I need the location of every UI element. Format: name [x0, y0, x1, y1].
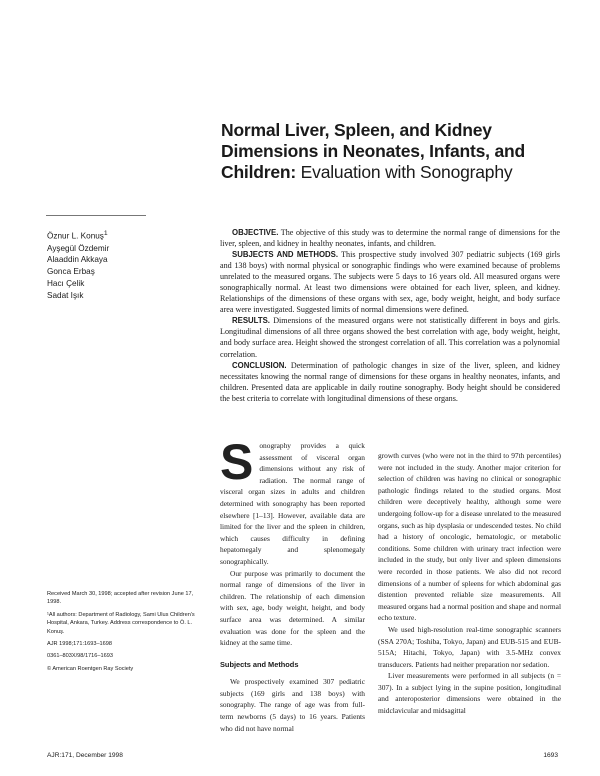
title-subtitle: Evaluation with Sonography	[296, 162, 513, 182]
author: Alaaddin Akkaya	[47, 255, 108, 265]
abstract-objective: OBJECTIVE. The objective of this study was to determine the normal range of dimensions for the liver, spleen, and kidney in healthy neonates, infants, and children.	[220, 228, 560, 249]
body-paragraph: Liver measurements were performed in all subjects (n = 307). In a subject lying in the supine position, longitudinal and anteroposterior dimensions were obtained in the midclavicular and midsagittal	[378, 671, 561, 716]
abstract	[220, 227, 560, 404]
body-paragraph: We used high-resolution real-time sonographic scanners (SSA 270A; Toshiba, Tokyo, Japan) and EUB-515 and EUB-515A; Hitachi, Tokyo, Japan) with 3.5-MHz convex transducers. Patients had neither preparation nor sedation.	[378, 624, 561, 669]
author: Sadat Işık	[47, 290, 84, 300]
author: Ayşegül Özdemir	[47, 243, 110, 253]
received-note: Received March 30, 1998; accepted after revision June 17, 1998.	[47, 591, 194, 606]
abstract-methods: SUBJECTS AND METHODS. This prospective study involved 307 pediatric subjects (169 girls and 138 boys) with normal physical or sonographic findings who were examined because of problems unrelated to the measured organs. The subjects were 5 days to 16 years old. All measured organs were sonographically normal. At least two dimensions were obtained for each liver, spleen, and kidney. Relationships of the dimensions of these organs with sex, age, body weight, height, and body surface area were investigated. Suggested limits of normal dimensions were defined.	[220, 250, 560, 315]
body-paragraph: Our purpose was primarily to document the normal range of dimensions of the liver in children. The relationship of each dimension with sex, age, body weight, height, and body surface area was determined. A similar evaluation was done for the spleen and the kidney at the same time.	[220, 568, 365, 648]
author: Öznur L. Konuş$^1$	[47, 230, 108, 241]
citation-note: AJR 1998;171:1693–1698	[47, 641, 113, 648]
body-paragraph: We prospectively examined 307 pediatric subjects (169 girls and 138 boys) with sonography. The range of age was from full-term newborns (5 days) to 16 years. Patients who did not have normal	[220, 677, 365, 733]
page-number: 1693	[543, 752, 558, 759]
section-heading: Subjects and Methods	[220, 659, 299, 669]
body-column-left	[220, 434, 365, 734]
journal-footer: AJR:171, December 1998	[47, 752, 123, 759]
author: Hacı Çelik	[47, 278, 85, 288]
title-divider	[46, 215, 146, 216]
author-list	[47, 228, 207, 302]
abstract-conclusion: CONCLUSION. Determination of pathologic changes in size of the liver, spleen, and kidney necessitates knowing the normal range of dimensions for these organs in healthy neonates, infants, and children. Presented data are applicable in daily routine sonography. Body height should be considered the best criteria to correlate with longitudinal dimensions of these organs.	[220, 360, 560, 403]
author: Gonca Erbaş	[47, 267, 95, 277]
body-paragraph: Sonography provides a quick assessment of visceral organ dimensions without any risk of radiation. The normal range of visceral organ sizes in adults and children determined with sonography has been reported elsewhere [1–13]. However, available data are limited for the liver and the spleen in children, which causes difficulty in defining hepatomegaly and splenomegaly sonographically.	[220, 434, 365, 566]
body-column-right	[378, 450, 561, 717]
body-paragraph: growth curves (who were not in the third to 97th percentiles) were not included in the study. Another major criterion for selection of children was having no clinical or sonographic pathologic findings related to the studied organs. Most children were deceptively healthy, although some were undergoing follow-up for a disease unrelated to the measured organs, such as hip dysplasia or undescended testes. No child had a history of oncologic, hematologic, or metabolic conditions. Some children with urinary tract infection were included in the study, but only liver and spleen dimensions were recorded in those patients. We also did not record dimensions of a number of spleens for which abdominal gas distention prevented reliable size measurements. All measured organs had a normal position and shape and normal echo texture.	[378, 451, 561, 623]
affiliation-note: ¹All authors: Department of Radiology, Sami Ulus Children's Hospital, Ankara, Turkey. Address correspondence to Ö. L. Konuş.	[47, 611, 195, 635]
article-notes	[47, 590, 207, 677]
code-note: 0361–803X/98/1716–1693	[47, 653, 113, 660]
title-bold: Normal Liver, Spleen, and Kidney Dimensions in Neonates, Infants, and Children:	[221, 120, 525, 182]
drop-cap: S	[220, 434, 254, 490]
abstract-results: RESULTS. Dimensions of the measured organs were not statistically different in boys and girls. Longitudinal dimensions of all three organs showed the best correlation with age, body weight, height, and body surface area. Height showed the strongest correlation of all. This correlation was a polynomial correlation.	[220, 316, 560, 359]
copyright-note: © American Roentgen Ray Society	[47, 665, 134, 672]
article-title	[221, 120, 561, 183]
